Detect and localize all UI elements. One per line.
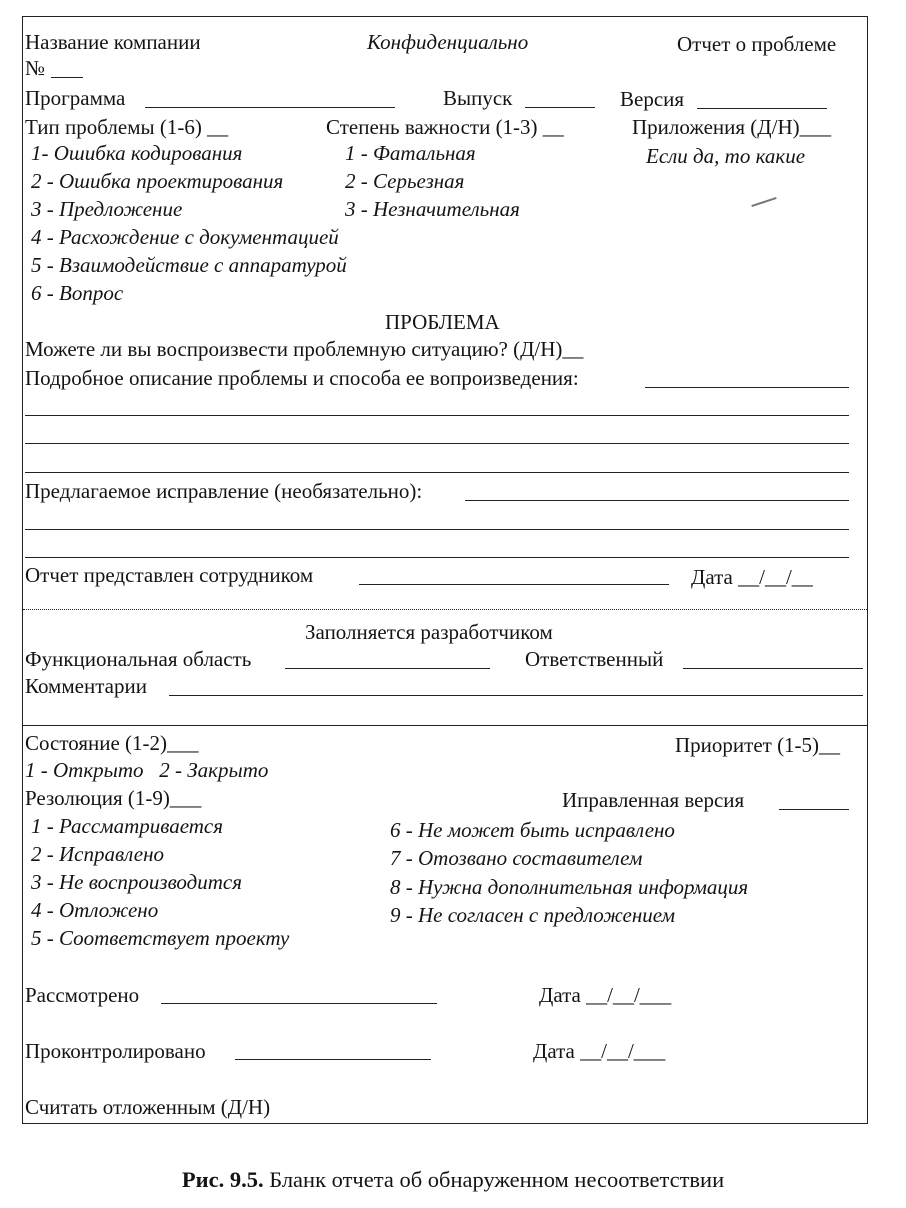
submitted-by-field[interactable] [359,584,669,585]
controlled-date[interactable]: Дата __/__/___ [533,1039,666,1063]
reviewed-field[interactable] [161,1003,437,1004]
comments-field[interactable] [169,695,863,696]
release-field[interactable] [525,107,595,108]
company-name-label: Название компании [25,30,201,54]
priority-label: Приоритет (1-5)__ [675,733,841,757]
problem-report-form [22,16,868,1124]
report-title: Отчет о проблеме [677,32,837,56]
problem-type-option: 3 - Предложение [31,197,183,221]
controlled-field[interactable] [235,1059,431,1060]
problem-type-label: Тип проблемы (1-6) __ [25,115,229,139]
developer-section-heading: Заполняется разработчиком [305,620,553,644]
suggested-fix-label: Предлагаемое исправление (необязательно): [25,479,423,503]
problem-type-option: 5 - Взаимодействие с аппаратурой [31,253,347,277]
severity-option: 3 - Незначительная [345,197,520,221]
description-line[interactable] [25,443,849,444]
resolution-option: 1 - Рассматривается [31,814,223,838]
number-field[interactable] [51,77,83,78]
program-field[interactable] [145,107,395,108]
figure-caption-text: Бланк отчета об обнаруженном несоответствии [269,1167,725,1192]
responsible-field[interactable] [683,668,863,669]
version-field[interactable] [697,108,827,109]
scan-mark [751,197,776,207]
status-label: Состояние (1-2)___ [25,731,199,755]
reviewed-label: Рассмотрено [25,983,140,1007]
suggested-fix-line[interactable] [25,557,849,558]
resolution-option: 9 - Не согласен с предложением [390,903,675,927]
status-options: 1 - Открыто 2 - Закрыто [25,758,269,782]
controlled-label: Проконтролировано [25,1039,206,1063]
comments-label: Комментарии [25,674,147,698]
section-divider [23,725,867,726]
version-label: Версия [620,87,685,111]
submitted-date[interactable]: Дата __/__/__ [691,565,813,589]
release-label: Выпуск [443,86,513,110]
problem-heading: ПРОБЛЕМА [385,310,500,334]
submitted-by-label: Отчет представлен сотрудником [25,563,314,587]
resolution-label: Резолюция (1-9)___ [25,786,202,810]
functional-area-label: Функциональная область [25,647,252,671]
problem-type-option: 2 - Ошибка проектирования [31,169,284,193]
problem-type-option: 1- Ошибка кодирования [31,141,243,165]
suggested-fix-field[interactable] [465,500,849,501]
deferred-label: Считать отложенным (Д/Н) [25,1095,271,1119]
attachments-label: Приложения (Д/Н)___ [632,115,832,139]
resolution-option: 8 - Нужна дополнительная информация [390,875,749,899]
description-label: Подробное описание проблемы и способа ее вопроизведения: [25,366,579,390]
figure-caption [0,1167,906,1193]
confidential-label: Конфиденциально [367,30,529,54]
resolution-option: 7 - Отозвано составителем [390,846,643,870]
description-line[interactable] [25,472,849,473]
problem-type-option: 4 - Расхождение с документацией [31,225,339,249]
suggested-fix-line[interactable] [25,529,849,530]
figure-caption-label: Рис. 9.5. [181,1167,264,1192]
reviewed-date[interactable]: Дата __/__/___ [539,983,672,1007]
responsible-label: Ответственный [525,647,664,671]
resolution-option: 4 - Отложено [31,898,159,922]
resolution-option: 5 - Соответствует проекту [31,926,290,950]
fixed-version-label: Иправленная версия [562,788,745,812]
severity-label: Степень важности (1-3) __ [326,115,564,139]
problem-type-option: 6 - Вопрос [31,281,124,305]
fixed-version-field[interactable] [779,809,849,810]
resolution-option: 6 - Не может быть исправлено [390,818,675,842]
number-label: № [25,56,46,80]
resolution-option: 2 - Исправлено [31,842,165,866]
program-label: Программа [25,86,126,110]
description-field[interactable] [645,387,849,388]
severity-option: 1 - Фатальная [345,141,476,165]
description-line[interactable] [25,415,849,416]
section-divider [23,609,867,610]
functional-area-field[interactable] [285,668,490,669]
resolution-option: 3 - Не воспроизводится [31,870,243,894]
severity-option: 2 - Серьезная [345,169,465,193]
reproduce-question: Можете ли вы воспроизвести проблемную ситуацию? (Д/Н)__ [25,337,584,361]
attachments-if-yes: Если да, то какие [646,144,806,168]
